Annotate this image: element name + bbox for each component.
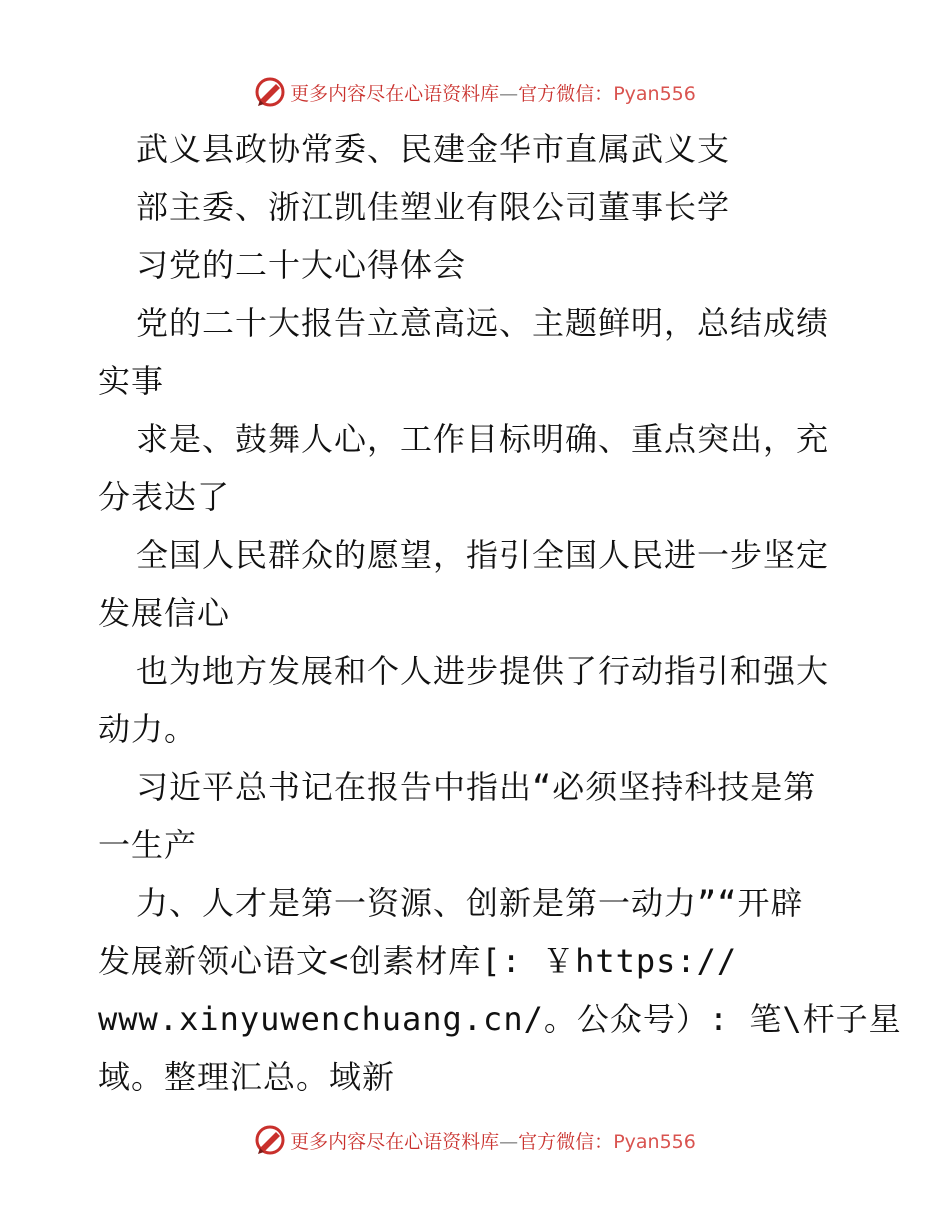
watermark-brand: 更多内容尽在心语资料库 bbox=[290, 1130, 500, 1153]
text-line: 发展信心 bbox=[98, 594, 231, 632]
footer-watermark bbox=[0, 1120, 950, 1160]
watermark-wechat-id: Pyan556 bbox=[613, 82, 696, 105]
watermark-text bbox=[290, 1127, 696, 1154]
text-line: 全国人民群众的愿望，指引全国人民进一步坚定 bbox=[136, 536, 830, 574]
text-line: 域。整理汇总。域新 bbox=[98, 1058, 396, 1096]
pen-logo-icon bbox=[254, 1124, 286, 1156]
text-line: 力、人才是第一资源、创新是第一动力”“开辟 bbox=[136, 884, 804, 922]
text-line: 也为地方发展和个人进步提供了行动指引和强大 bbox=[136, 652, 830, 690]
watermark-wechat-id: Pyan556 bbox=[613, 1130, 696, 1153]
text-line: 一生产 bbox=[98, 826, 198, 864]
watermark-separator: — bbox=[499, 82, 519, 105]
header-watermark bbox=[0, 72, 950, 112]
document-body bbox=[98, 120, 902, 1106]
watermark-separator: — bbox=[499, 1130, 519, 1153]
text-line: 党的二十大报告立意高远、主题鲜明，总结成绩 bbox=[136, 304, 830, 342]
watermark-official-label: 官方微信： bbox=[518, 1130, 614, 1153]
watermark-brand: 更多内容尽在心语资料库 bbox=[290, 82, 500, 105]
pen-logo-icon bbox=[254, 76, 286, 108]
text-line: 习近平总书记在报告中指出“必须坚持科技是第 bbox=[136, 768, 817, 806]
text-line: 动力。 bbox=[98, 710, 198, 748]
text-line: 求是、鼓舞人心，工作目标明确、重点突出，充 bbox=[136, 420, 830, 458]
text-line: 习党的二十大心得体会 bbox=[136, 246, 467, 284]
watermark-official-label: 官方微信： bbox=[518, 82, 614, 105]
text-line: 分表达了 bbox=[98, 478, 231, 516]
text-line: www.xinyuwenchuang.cn/。公众号）: 笔\杆子星 bbox=[98, 1000, 902, 1038]
text-line: 武义县政协常委、民建金华市直属武义支 bbox=[136, 130, 731, 168]
watermark-text bbox=[290, 79, 696, 106]
text-line: 实事 bbox=[98, 362, 165, 400]
text-line: 发展新领心语文<创素材库[: ￥https:// bbox=[98, 942, 738, 980]
text-line: 部主委、浙江凯佳塑业有限公司董事长学 bbox=[136, 188, 731, 226]
